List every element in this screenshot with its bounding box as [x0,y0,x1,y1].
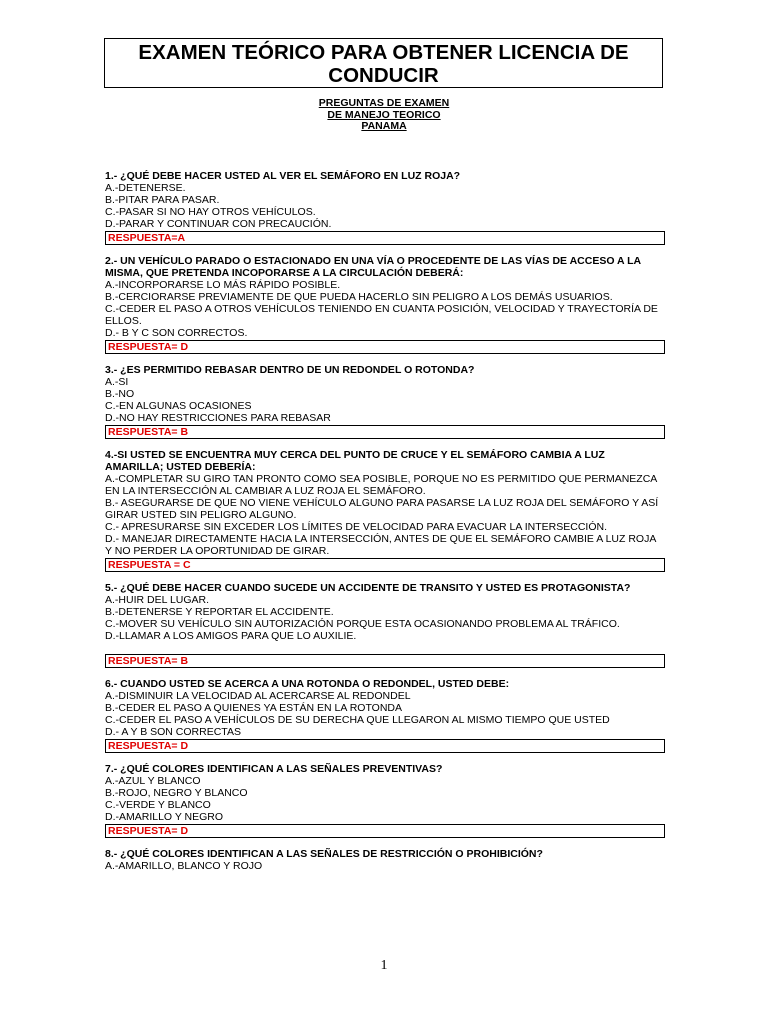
answer-option: D.-NO HAY RESTRICCIONES PARA REBASAR [105,412,331,424]
spacer [105,439,665,449]
answer-option: A.-DETENERSE. [105,182,186,194]
answer-option: B.-CEDER EL PASO A QUIENES YA ESTÁN EN LA ROTONDA [105,702,403,714]
answer-box: RESPUESTA= D [105,739,665,753]
questions-list [105,170,665,872]
answer-option: C.- APRESURARSE SIN EXCEDER LOS LÍMITES DE VELOCIDAD PARA EVACUAR LA INTERSECCIÓN. [105,521,607,533]
question-text: 6.- CUANDO USTED SE ACERCA A UNA ROTONDA O REDONDEL, USTED DEBE: [105,678,510,690]
spacer [105,354,665,364]
question-block [105,848,665,872]
subtitle-line-2: DE MANEJO TEORICO [327,108,441,121]
answer-option: B.- ASEGURARSE DE QUE NO VIENE VEHÍCULO ALGUNO PARA PASARSE LA LUZ ROJA DEL SEMÁFORO Y ASÍ GIRAR USTED SIN PELIGRO ALGUNO. [105,497,659,521]
answer-option: B.-CERCIORARSE PREVIAMENTE DE QUE PUEDA HACERLO SIN PELIGRO A LOS DEMÁS USUARIOS. [105,291,613,303]
answer-option: A.-SI [105,376,129,388]
subtitle-line-1: PREGUNTAS DE EXAMEN [318,97,450,109]
spacer [105,245,665,255]
question-block [105,449,665,572]
answer-option: A.-AMARILLO, BLANCO Y ROJO [105,860,263,872]
question-block [105,364,665,439]
spacer [105,572,665,582]
question-block [105,582,665,668]
answer-box: RESPUESTA= B [105,654,665,668]
answer-option: B.-ROJO, NEGRO Y BLANCO [105,787,248,799]
answer-option: B.-NO [105,388,135,400]
question-text: 4.-SI USTED SE ENCUENTRA MUY CERCA DEL PUNTO DE CRUCE Y EL SEMÁFORO CAMBIA A LUZ AMARILLA; USTED DEBERÍA: [105,449,605,473]
answer-option: D.-LLAMAR A LOS AMIGOS PARA QUE LO AUXILIE. [105,630,357,642]
question-text: 3.- ¿ES PERMITIDO REBASAR DENTRO DE UN REDONDEL O ROTONDA? [105,364,475,376]
answer-box: RESPUESTA = C [105,558,665,572]
question-text: 7.- ¿QUÉ COLORES IDENTIFICAN A LAS SEÑALES PREVENTIVAS? [105,763,443,775]
answer-option: C.-CEDER EL PASO A OTROS VEHÍCULOS TENIENDO EN CUANTA POSICIÓN, VELOCIDAD Y TRAYECTORÍA DE ELLOS. [105,303,658,327]
answer-option: A.-HUIR DEL LUGAR. [105,594,210,606]
question-block [105,763,665,838]
answer-option: D.-AMARILLO Y NEGRO [105,811,224,823]
answer-box: RESPUESTA=A [105,231,665,245]
answer-option: D.- B Y C SON CORRECTOS. [105,327,248,339]
answer-option: D.-PARAR Y CONTINUAR CON PRECAUCIÓN. [105,218,332,230]
question-text: 2.- UN VEHÍCULO PARADO O ESTACIONADO EN UNA VÍA O PROCEDENTE DE LAS VÍAS DE ACCESO A LA MISMA, QUE PRETENDA INCOPORARSE A LA CIRCULACIÓN DEBERÁ: [105,255,641,279]
answer-option: D.- MANEJAR DIRECTAMENTE HACIA LA INTERSECCIÓN, ANTES DE QUE EL SEMÁFORO CAMBIE A LUZ ROJA Y NO PERDER LA OPORTUNIDAD DE GIRAR. [105,533,656,557]
answer-option: C.-CEDER EL PASO A VEHÍCULOS DE SU DERECHA QUE LLEGARON AL MISMO TIEMPO QUE USTED [105,714,610,726]
question-block [105,170,665,245]
answer-option: C.-EN ALGUNAS OCASIONES [105,400,252,412]
answer-box: RESPUESTA= D [105,340,665,354]
answer-option: A.-DISMINUIR LA VELOCIDAD AL ACERCARSE AL REDONDEL [105,690,411,702]
subtitle-block [0,98,768,133]
question-text: 5.- ¿QUÉ DEBE HACER CUANDO SUCEDE UN ACCIDENTE DE TRANSITO Y USTED ES PROTAGONISTA? [105,582,631,594]
answer-option: C.-MOVER SU VEHÍCULO SIN AUTORIZACIÓN PORQUE ESTA OCASIONANDO PROBLEMA AL TRÁFICO. [105,618,620,630]
question-block [105,255,665,354]
answer-option: D.- A Y B SON CORRECTAS [105,726,241,738]
answer-option: C.-PASAR SI NO HAY OTROS VEHÍCULOS. [105,206,316,218]
page-number: 1 [380,958,388,973]
question-block [105,678,665,753]
spacer [105,668,665,678]
answer-option: A.-AZUL Y BLANCO [105,775,201,787]
answer-box: RESPUESTA= B [105,425,665,439]
page-title: EXAMEN TEÓRICO PARA OBTENER LICENCIA DE CONDUCIR [104,38,663,88]
question-text: 8.- ¿QUÉ COLORES IDENTIFICAN A LAS SEÑALES DE RESTRICCIÓN O PROHIBICIÓN? [105,848,543,860]
answer-option: C.-VERDE Y BLANCO [105,799,211,811]
subtitle-line-3: PANAMA [361,120,407,132]
answer-option: A.-COMPLETAR SU GIRO TAN PRONTO COMO SEA POSIBLE, PORQUE NO ES PERMITIDO QUE PERMANEZCA EN LA INTERSECCIÓN AL CAMBIAR A LUZ ROJA EL SEMÁFORO. [105,473,657,497]
spacer [105,753,665,763]
answer-box: RESPUESTA= D [105,824,665,838]
answer-option: B.-DETENERSE Y REPORTAR EL ACCIDENTE. [105,606,334,618]
question-text: 1.- ¿QUÉ DEBE HACER USTED AL VER EL SEMÁFORO EN LUZ ROJA? [105,170,461,182]
spacer [105,838,665,848]
answer-option: A.-INCORPORARSE LO MÁS RÁPIDO POSIBLE. [105,279,341,291]
answer-option: B.-PITAR PARA PASAR. [105,194,220,206]
